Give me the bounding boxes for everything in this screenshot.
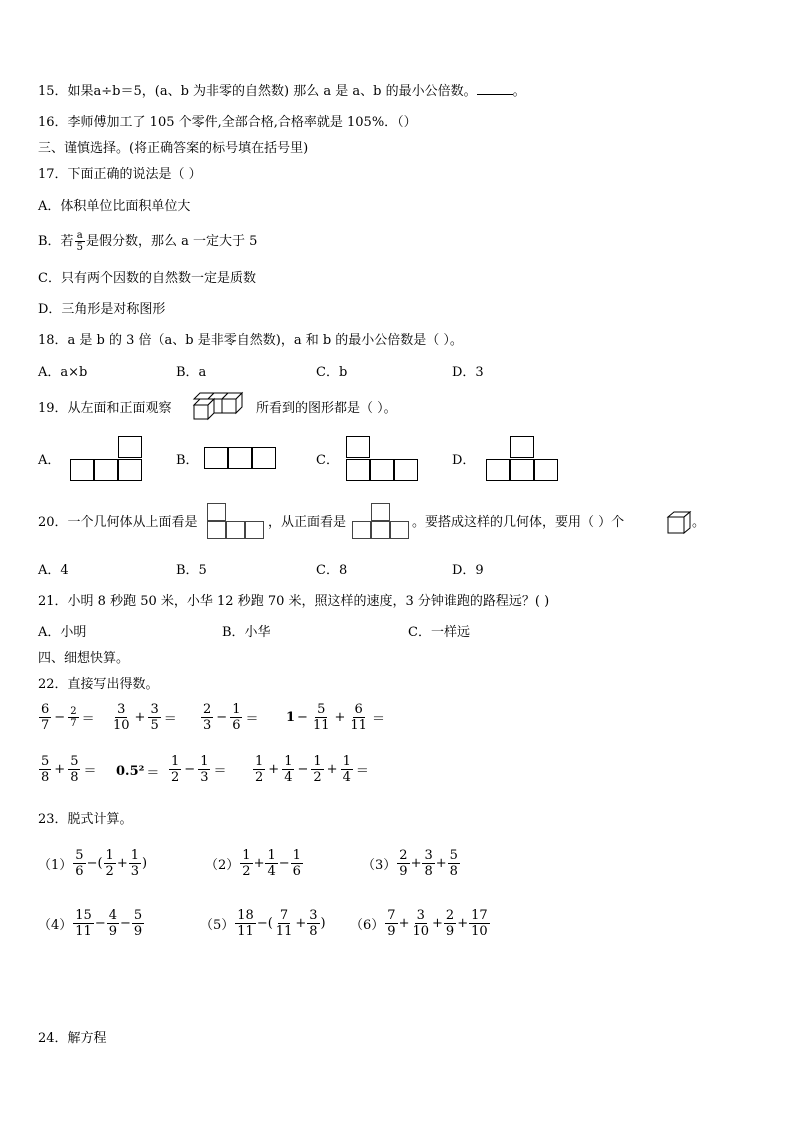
question-19-label-d: D． bbox=[452, 453, 476, 468]
question-21-option-c: C．一样远 bbox=[408, 625, 470, 640]
cube-stack-figure bbox=[188, 391, 250, 425]
question-18-option-c: C．b bbox=[316, 365, 348, 380]
question-16: 16．李师傅加工了 105 个零件,全部合格,合格率就是 105%．（） bbox=[38, 115, 417, 130]
question-20-stem-d: 。 bbox=[692, 515, 706, 530]
section-3-heading: 三、谨慎选择。(将正确答案的标号填在括号里) bbox=[38, 141, 309, 156]
expr-22-6: 0.5² ＝ bbox=[116, 764, 160, 781]
front-view-figure bbox=[352, 502, 412, 542]
section-4-heading: 四、细想快算。 bbox=[38, 651, 130, 666]
question-19-stem-pre: 19．从左面和正面观察 bbox=[38, 401, 172, 416]
expr-22-2: $\frac{3}{10}$ + $\frac{3}{5}$ ＝ bbox=[113, 702, 177, 733]
expr-22-4: 1 − $\frac{5}{11}$ + $\frac{6}{11}$ ＝ bbox=[286, 702, 385, 733]
top-view-figure bbox=[207, 502, 267, 542]
question-21-stem: 21．小明 8 秒跑 50 米，小华 12 秒跑 70 米，照这样的速度，3 分钟谁跑的路程远？( ) bbox=[38, 594, 550, 609]
question-18-option-d: D．3 bbox=[452, 365, 484, 380]
question-20-option-c: C．8 bbox=[316, 563, 348, 578]
cube-icon bbox=[666, 510, 692, 536]
question-20-stem-c: 。要搭成这样的几何体，要用（ ）个 bbox=[412, 515, 625, 530]
expr-22-5: $\frac{5}{8}$ + $\frac{5}{8}$ ＝ bbox=[41, 754, 97, 785]
question-19-label-b: B． bbox=[176, 453, 199, 468]
question-20-option-d: D．9 bbox=[452, 563, 484, 578]
question-18-option-b: B．a bbox=[176, 365, 207, 380]
question-19-label-a: A． bbox=[38, 453, 61, 468]
option-a-figure bbox=[70, 435, 148, 485]
question-17-option-c: C．只有两个因数的自然数一定是质数 bbox=[38, 271, 256, 286]
expr-22-1: $\frac{6}{7}$ − $\frac{2}{7}$ ＝ bbox=[41, 702, 95, 733]
question-17-option-d: D．三角形是对称图形 bbox=[38, 302, 166, 317]
expr-23-4: （4） $\frac{15}{11}$ − $\frac{4}{9}$ − $\frac{5}{9}$ bbox=[38, 908, 143, 939]
question-19-label-c: C． bbox=[316, 453, 339, 468]
question-24-stem: 24．解方程 bbox=[38, 1031, 107, 1046]
option-b-figure bbox=[204, 447, 282, 473]
expr-23-3: （3） $\frac{2}{9}$ + $\frac{3}{8}$ + $\frac{5}{8}$ bbox=[362, 848, 458, 879]
question-18-stem: 18．a 是 b 的 3 倍（a、b 是非零自然数)，a 和 b 的最小公倍数是（ ）。 bbox=[38, 333, 463, 348]
question-15: 15．如果a÷b＝5，(a、b 为非零的自然数) 那么 a 是 a、b 的最小公倍数。 。 bbox=[38, 84, 526, 99]
question-20-stem-a: 20．一个几何体从上面看是 bbox=[38, 515, 198, 530]
question-20-stem-b: ，从正面看是 bbox=[268, 515, 347, 530]
expr-22-3: $\frac{2}{3}$ − $\frac{1}{6}$ ＝ bbox=[203, 702, 259, 733]
question-18-option-a: A．a×b bbox=[38, 365, 88, 380]
option-c-figure bbox=[346, 435, 424, 485]
question-21-option-a: A．小明 bbox=[38, 625, 87, 640]
question-17-option-a: A．体积单位比面积单位大 bbox=[38, 199, 191, 214]
question-20-option-a: A．4 bbox=[38, 563, 69, 578]
question-21-option-b: B．小华 bbox=[222, 625, 271, 640]
expr-22-8: $\frac{1}{2}$ + $\frac{1}{4}$ − $\frac{1}{2}$ + $\frac{1}{4}$ ＝ bbox=[255, 754, 369, 785]
question-20-option-b: B．5 bbox=[176, 563, 207, 578]
question-19-stem-post: 所看到的图形都是（ ）。 bbox=[256, 401, 397, 416]
question-17-stem: 17．下面正确的说法是（ ） bbox=[38, 167, 202, 182]
answer-blank bbox=[477, 83, 513, 95]
question-23-stem: 23．脱式计算。 bbox=[38, 812, 133, 827]
expr-23-1: （1） $\frac{5}{6}$ −( $\frac{1}{2}$ + $\frac{1}{3}$ ) bbox=[38, 848, 148, 879]
expr-22-7: $\frac{1}{2}$ − $\frac{1}{3}$ ＝ bbox=[171, 754, 227, 785]
question-17-option-b: B．若 $\frac{a}{5}$ 是假分数，那么 a 一定大于 5 bbox=[38, 230, 258, 253]
fraction: $\frac{a}{5}$ bbox=[76, 230, 83, 253]
question-22-stem: 22．直接写出得数。 bbox=[38, 677, 159, 692]
expr-23-5: （5） $\frac{18}{11}$ −( $\frac{7}{11}$ + $\frac{3}{8}$ ) bbox=[200, 908, 326, 939]
expr-23-6: （6） $\frac{7}{9}$ + $\frac{3}{10}$ + $\frac{2}{9}$ + $\frac{17}{10}$ bbox=[350, 908, 488, 939]
option-d-figure bbox=[486, 435, 564, 485]
expr-23-2: （2） $\frac{1}{2}$ + $\frac{1}{4}$ − $\frac{1}{6}$ bbox=[205, 848, 301, 879]
